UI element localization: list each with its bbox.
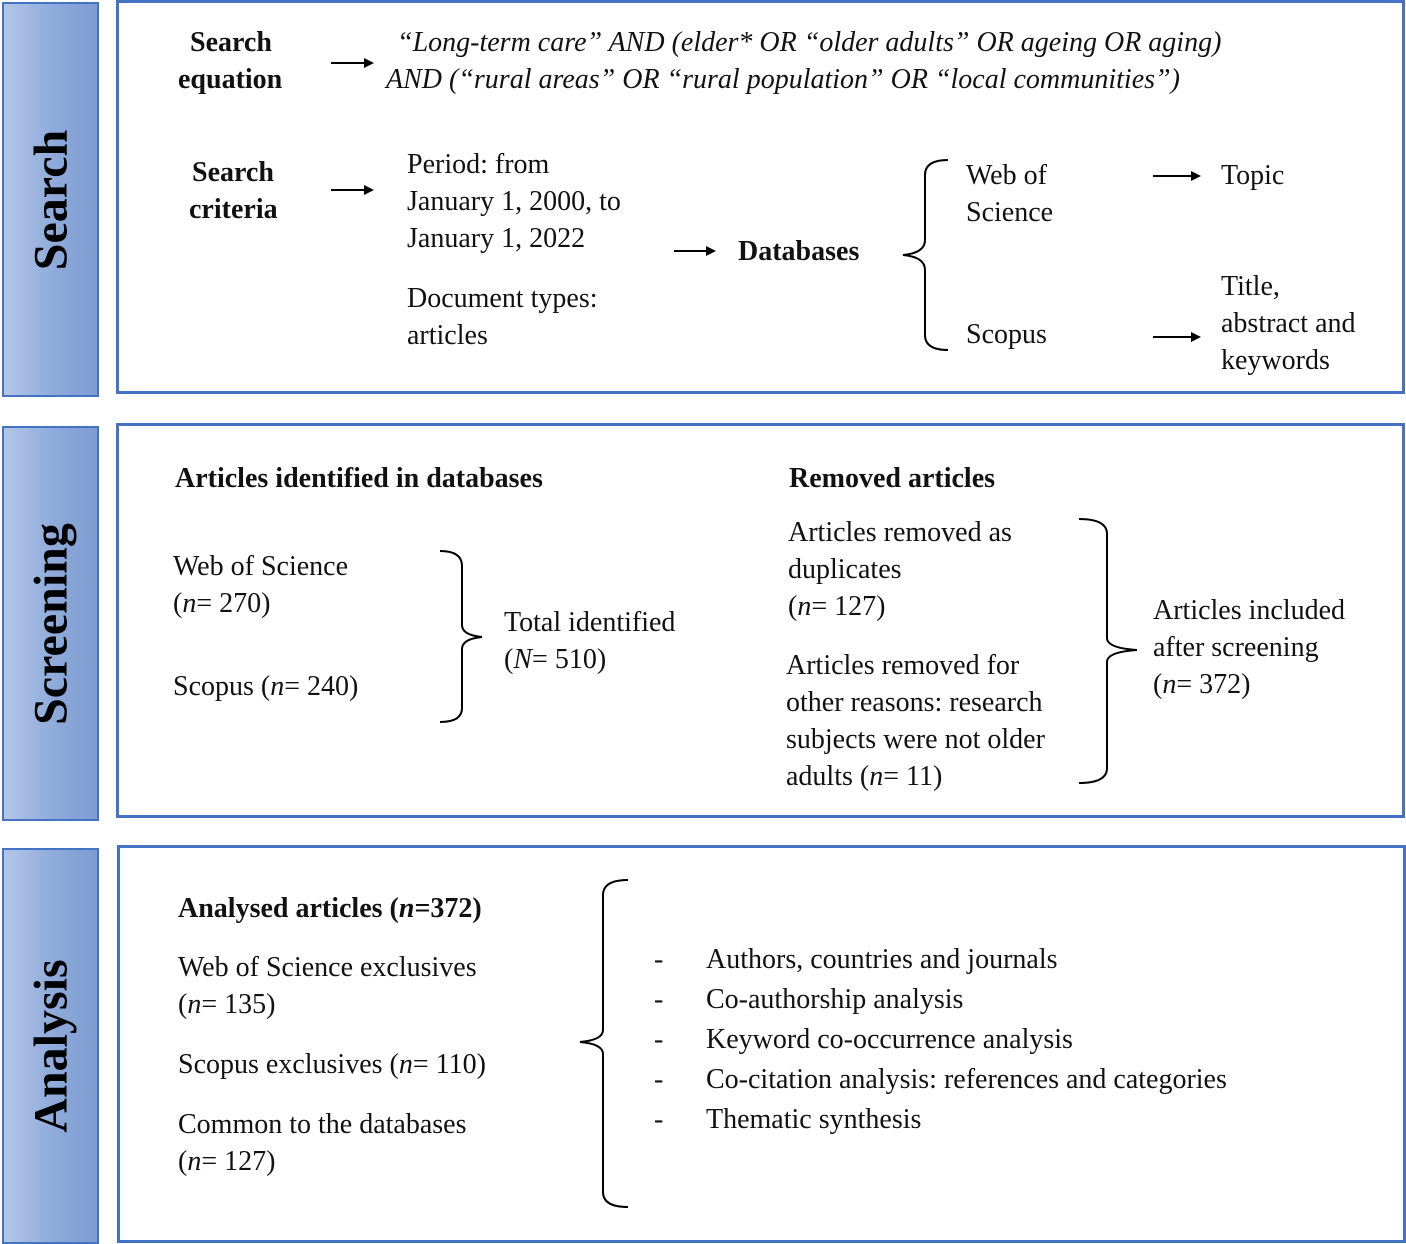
other-line-1: Articles removed for — [786, 650, 1020, 681]
bullet-marker: - — [654, 1064, 664, 1095]
other-line-3: subjects were not older — [786, 724, 1045, 755]
screening-scopus-n: 240 — [307, 671, 350, 702]
search-criteria-label-1: Search — [192, 157, 274, 188]
analysis-brace — [580, 880, 628, 1207]
bullet-marker: - — [654, 984, 664, 1015]
analysed-heading: Analysed articles (n=372) — [178, 893, 482, 924]
list-item: Authors, countries and journals — [706, 944, 1058, 975]
wos-label-1: Web of — [966, 160, 1047, 191]
search-criteria-label-2: criteria — [189, 194, 278, 225]
identified-brace — [440, 551, 482, 722]
scopus-label: Scopus — [966, 319, 1047, 350]
list-item: Co-citation analysis: references and categories — [706, 1064, 1227, 1095]
search-equation-text-1: “Long-term care” AND (elder* OR “older adults” OR ageing OR aging) — [397, 27, 1222, 58]
included-n: 372 — [1199, 669, 1242, 700]
analysed-n: 372 — [430, 893, 473, 924]
search-section-label: Search — [24, 129, 77, 270]
period-line-1: Period: from — [407, 149, 550, 180]
removed-brace — [1079, 519, 1137, 783]
identified-heading: Articles identified in databases — [175, 463, 543, 494]
other-line-2: other reasons: research — [786, 687, 1043, 718]
other-line-4: adults (n= 11) — [786, 761, 943, 792]
total-identified-label: Total identified — [504, 607, 676, 638]
list-item: Thematic synthesis — [706, 1104, 922, 1135]
screening-scopus-count: Scopus (n= 240) — [173, 671, 359, 702]
total-identified-n: 510 — [554, 644, 597, 675]
search-equation-label-2: equation — [178, 64, 283, 95]
dup-n: 127 — [834, 591, 877, 622]
wos-label-2: Science — [966, 197, 1054, 228]
other-n: 11 — [906, 761, 933, 792]
analysis-section-label: Analysis — [24, 959, 77, 1133]
wos-excl-count: (n= 135) — [178, 989, 276, 1020]
common-n: 127 — [224, 1146, 267, 1177]
common-label: Common to the databases — [178, 1109, 467, 1140]
search-equation-text-2: AND (“rural areas” OR “rural population” OR “local communities”) — [386, 64, 1180, 95]
scopus-fields-line-1: Title, — [1221, 271, 1280, 302]
screening-wos-count: (n= 270) — [173, 588, 271, 619]
databases-label: Databases — [738, 236, 860, 267]
screening-section-label: Screening — [24, 522, 77, 725]
doc-types-line-2: articles — [407, 320, 488, 351]
included-line-1: Articles included — [1153, 595, 1346, 626]
search-equation-label-1: Search — [190, 27, 272, 58]
common-count: (n= 127) — [178, 1146, 276, 1177]
topic-label: Topic — [1221, 160, 1285, 191]
scopus-fields-line-3: keywords — [1221, 345, 1330, 376]
wos-excl-n: 135 — [224, 989, 267, 1020]
included-line-2: after screening — [1153, 632, 1319, 663]
screening-wos-n: 270 — [219, 588, 262, 619]
dup-line-2: duplicates — [788, 554, 902, 585]
total-identified-count: (N= 510) — [504, 644, 607, 675]
bullet-marker: - — [654, 1024, 664, 1055]
wos-excl-label: Web of Science exclusives — [178, 952, 477, 983]
doc-types-line-1: Document types: — [407, 283, 598, 314]
removed-heading: Removed articles — [789, 463, 996, 494]
databases-brace — [903, 160, 948, 350]
screening-wos-label: Web of Science — [173, 551, 348, 582]
dup-count: (n= 127) — [788, 591, 886, 622]
period-line-3: January 1, 2022 — [407, 223, 586, 254]
list-item: Co-authorship analysis — [706, 984, 964, 1015]
scopus-fields-line-2: abstract and — [1221, 308, 1356, 339]
bullet-marker: - — [654, 944, 664, 975]
period-line-2: January 1, 2000, to — [407, 186, 621, 217]
scopus-excl-n: 110 — [435, 1049, 477, 1080]
included-count: (n= 372) — [1153, 669, 1251, 700]
scopus-excl-count: Scopus exclusives (n= 110) — [178, 1049, 486, 1080]
list-item: Keyword co-occurrence analysis — [706, 1024, 1073, 1055]
dup-line-1: Articles removed as — [788, 517, 1012, 548]
bullet-marker: - — [654, 1104, 664, 1135]
